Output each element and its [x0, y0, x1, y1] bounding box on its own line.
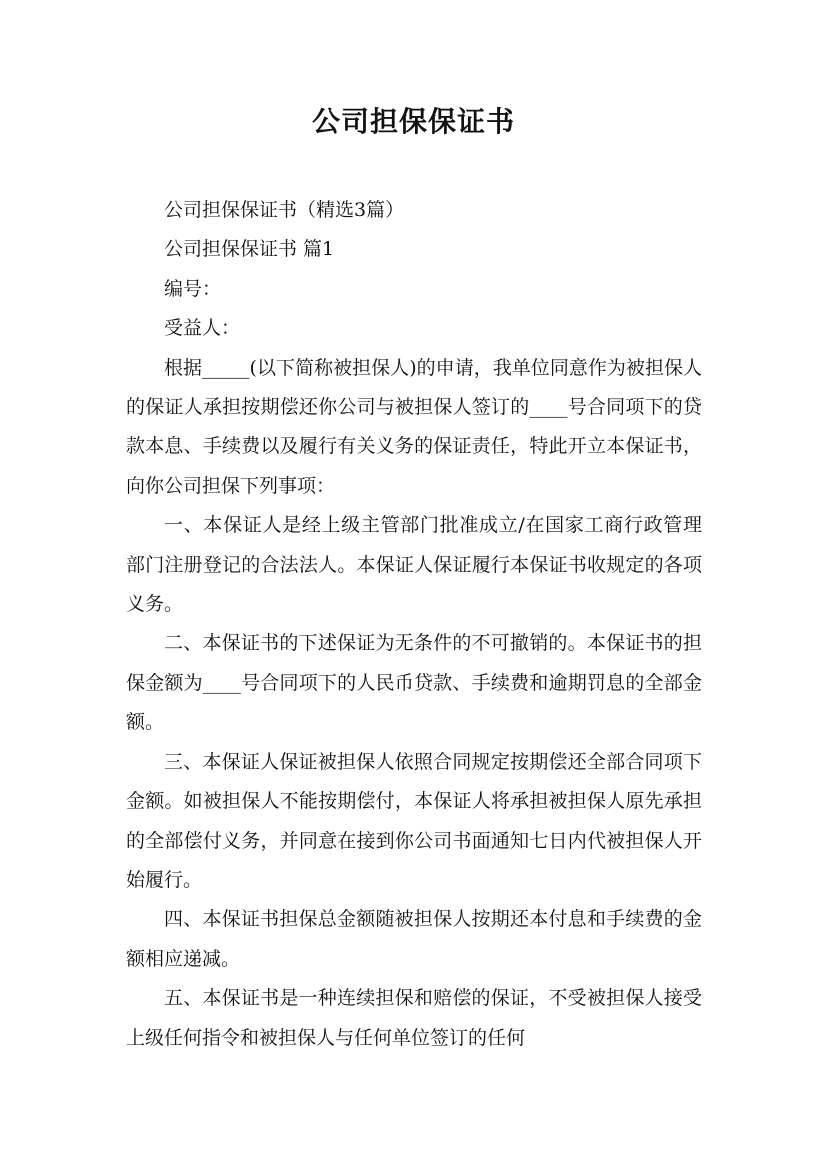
document-title: 公司担保保证书: [311, 105, 515, 138]
document-subtitle: 公司担保保证书（精选3篇）: [164, 199, 405, 221]
paragraph-clause-1: 一、本保证人是经上级主管部门批准成立/在国家工商行政管理部门注册登记的合法法人。本保证人保证履行本保证书收规定的各项义务。: [126, 514, 702, 616]
paragraph-intro: 根据_____(以下简称被担保人)的申请，我单位同意作为被担保人的保证人承担按期偿还你公司与被担保人签订的____号合同项下的贷款本息、手续费以及履行有关义务的保证责任，特此开立本保证书，向你公司担保下列事项：: [126, 356, 702, 497]
paragraph-clause-4: 四、本保证书担保总金额随被担保人按期还本付息和手续费的金额相应递减。: [126, 908, 702, 970]
number-label: 编号：: [164, 277, 222, 300]
paragraph-clause-5: 五、本保证书是一种连续担保和赔偿的保证，不受被担保人接受上级任何指令和被担保人与任何单位签订的任何: [126, 987, 702, 1049]
paragraph-clause-2: 二、本保证书的下述保证为无条件的不可撤销的。本保证书的担保金额为____号合同项下的人民币贷款、手续费和逾期罚息的全部金额。: [126, 632, 702, 734]
section-heading: 公司担保保证书 篇1: [164, 238, 335, 261]
document-body: [126, 191, 702, 1058]
beneficiary-label: 受益人：: [164, 317, 241, 340]
paragraph-clause-3: 三、本保证人保证被担保人依照合同规定按期偿还全部合同项下金额。如被担保人不能按期偿付，本保证人将承担被担保人原先承担的全部偿付义务，并同意在接到你公司书面通知七日内代被担保人开始履行。: [126, 750, 702, 891]
